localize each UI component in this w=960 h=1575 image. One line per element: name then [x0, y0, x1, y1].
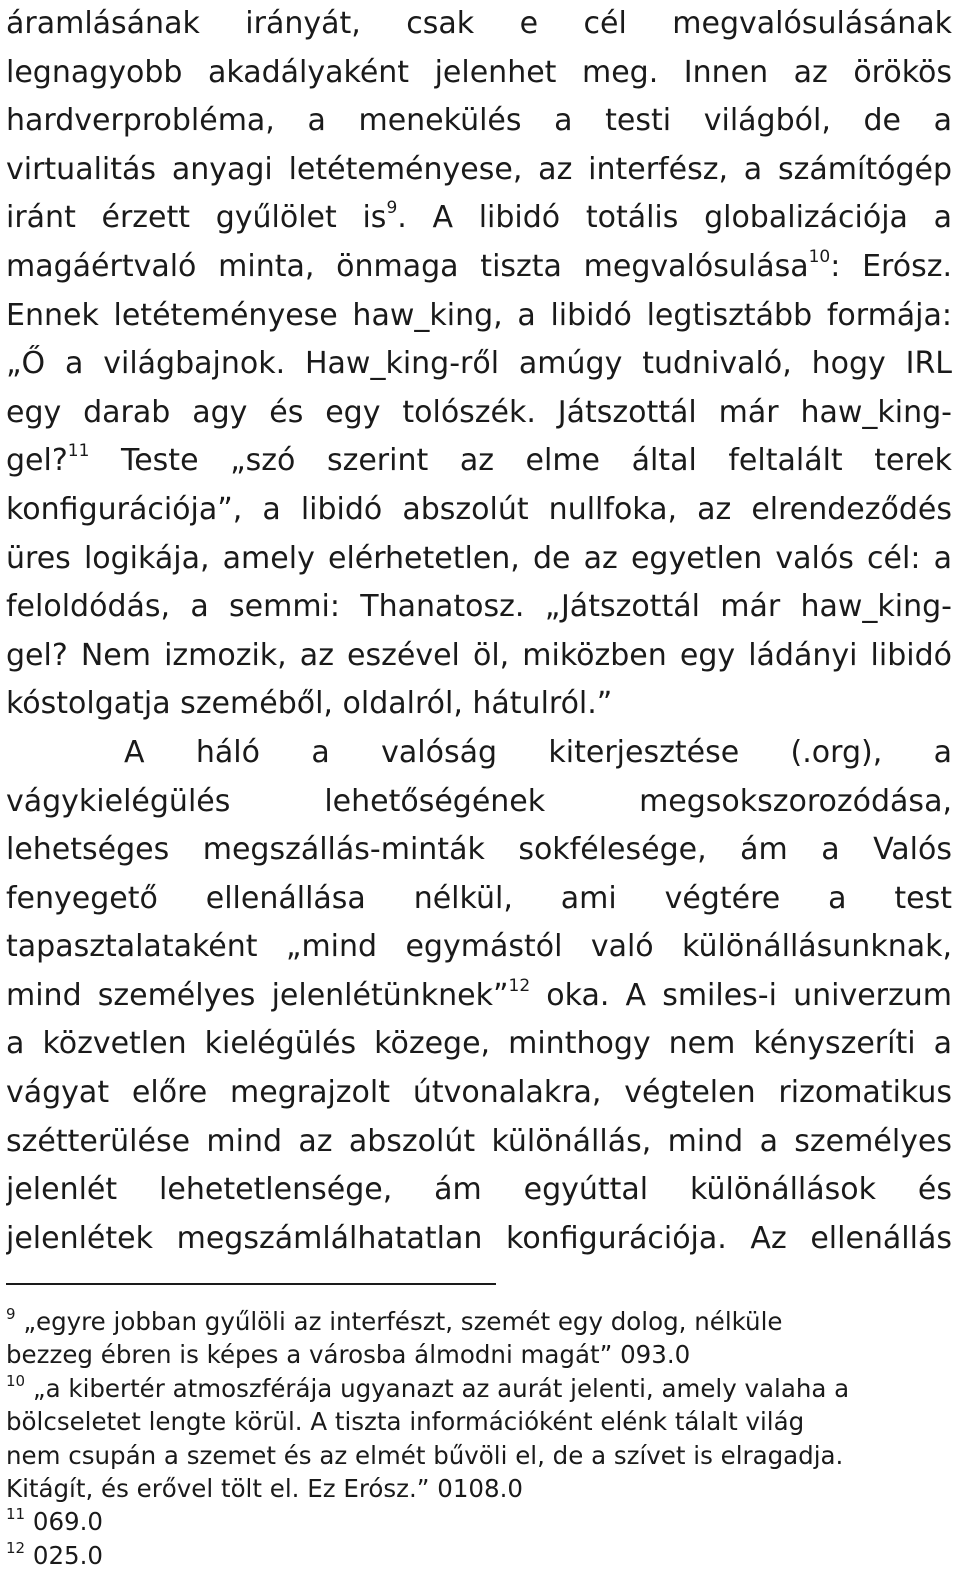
- text-line: áramlásának irányát, csak e cél megvalósulásának: [6, 6, 952, 41]
- text-line: vágykielégülés lehetőségének megsokszorozódása,: [6, 783, 952, 819]
- text-segment: . A libidó totális globalizációja a: [397, 200, 952, 236]
- text-line: fenyegető ellenállása nélkül, ami végtére a test: [6, 880, 952, 916]
- footnote-text: „egyre jobban gyűlöli az interfészt, szemét egy dolog, nélküle: [15, 1307, 783, 1336]
- footnote-number: 12: [6, 1538, 26, 1557]
- text-line: Ennek letéteményese haw_king, a libidó legtisztább formája:: [6, 297, 952, 333]
- text-line: feloldódás, a semmi: Thanatosz. „Játszottál már haw_king-: [6, 589, 952, 625]
- text-line: jelenlétek megszámlálhatatlan konfigurációja. Az ellenállás: [6, 1220, 952, 1256]
- footnote-text: 025.0: [25, 1540, 104, 1570]
- text-line: [6, 972, 952, 1021]
- text-line: kóstolgatja szeméből, oldalról, hátulról.”: [6, 686, 613, 722]
- text-segment: mind személyes jelenlétünknek”: [6, 977, 509, 1013]
- footnote-10-cont: bölcseletet lengte körül. A tiszta információként elénk tálalt világ: [6, 1407, 805, 1437]
- text-line: egy darab agy és egy tolószék. Játszottál már haw_king-: [6, 394, 952, 430]
- footnote-10-cont: Kitágít, és erővel tölt el. Ez Erósz.” 0108.0: [6, 1473, 523, 1503]
- text-segment: iránt érzett gyűlölet is: [6, 200, 387, 236]
- footnote-ref-9[interactable]: 9: [386, 198, 398, 219]
- footnote-10-cont: nem csupán a szemet és az elmét bűvöli el, de a szívet is elragadja.: [6, 1440, 844, 1470]
- text-segment: magáértvaló minta, önmaga tiszta megvalósulása: [6, 248, 809, 284]
- text-line: lehetséges megszállás-minták sokfélesége, ám a Valós: [6, 832, 952, 868]
- footnote-divider: [6, 1283, 496, 1285]
- text-segment: oka. A smiles-i univerzum: [530, 977, 952, 1013]
- footnote-9-cont: bezzeg ébren is képes a városba álmodni magát” 093.0: [6, 1340, 691, 1370]
- footnote-11: [6, 1505, 952, 1538]
- footnote-ref-12[interactable]: 12: [508, 975, 531, 996]
- body-text: [6, 0, 952, 1263]
- text-line: hardverprobléma, a menekülés a testi világból, de a: [6, 103, 952, 139]
- footnote-number: 11: [6, 1505, 26, 1524]
- text-segment: gel?: [6, 443, 68, 479]
- document-page: [6, 0, 952, 1263]
- text-line: [6, 243, 952, 292]
- footnote-ref-11[interactable]: 11: [67, 441, 90, 462]
- text-line: üres logikája, amely elérhetetlen, de az egyetlen valós cél: a: [6, 540, 952, 576]
- footnote-text: „a kibertér atmoszférája ugyanazt az aurát jelenti, amely valaha a: [25, 1373, 850, 1403]
- text-line: jelenlét lehetetlensége, ám egyúttal különállások és: [6, 1172, 952, 1208]
- footnote-number: 9: [6, 1305, 16, 1323]
- text-line: [6, 437, 952, 486]
- text-line: a közvetlen kielégülés közege, minthogy nem kényszeríti a: [6, 1026, 952, 1062]
- text-line: konfigurációja”, a libidó abszolút nullfoka, az elrendeződés: [6, 491, 952, 527]
- text-segment: Teste „szó szerint az elme által feltalált terek: [89, 443, 952, 479]
- footnote-number: 10: [6, 1371, 26, 1390]
- text-line: „Ő a világbajnok. Haw_king-ről amúgy tudnivaló, hogy IRL: [6, 346, 952, 382]
- footnote-ref-10[interactable]: 10: [808, 246, 831, 267]
- text-line: virtualitás anyagi letéteményese, az interfész, a számítógép: [6, 151, 952, 187]
- footnotes-section: [6, 1305, 952, 1572]
- footnote-text: 069.0: [25, 1507, 104, 1537]
- footnote-9: [6, 1305, 952, 1338]
- text-segment: : Erósz.: [830, 248, 952, 284]
- text-line: szétterülése mind az abszolút különállás, mind a személyes: [6, 1123, 952, 1159]
- text-line-indented: A háló a valóság kiterjesztése (.org), a: [124, 734, 952, 770]
- footnote-10: [6, 1372, 952, 1405]
- text-line: vágyat előre megrajzolt útvonalakra, végtelen rizomatikus: [6, 1075, 952, 1111]
- text-line: [6, 194, 952, 243]
- text-line: tapasztalataként „mind egymástól való különállásunknak,: [6, 929, 952, 965]
- text-line: legnagyobb akadályaként jelenhet meg. Innen az örökös: [6, 54, 952, 90]
- text-line: gel? Nem izmozik, az eszével öl, miközben egy ládányi libidó: [6, 637, 952, 673]
- footnote-12: [6, 1539, 952, 1572]
